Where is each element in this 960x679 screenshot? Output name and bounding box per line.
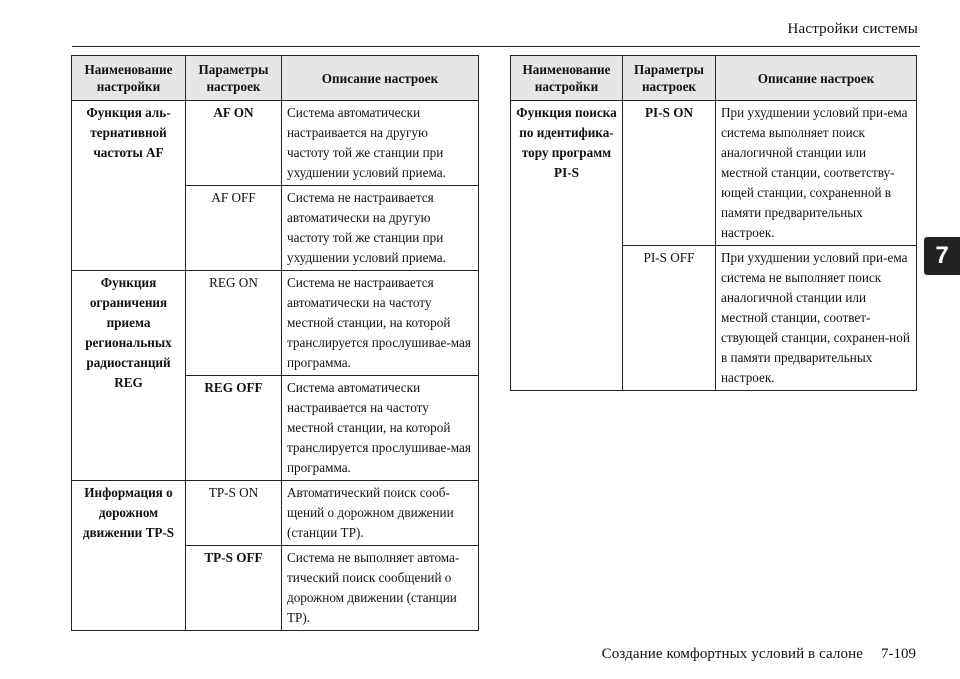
- footer-section-title: Создание комфортных условий в салоне: [601, 646, 863, 662]
- column-header-params: Параметры настроек: [186, 56, 282, 101]
- settings-table-right: [510, 55, 917, 391]
- table-row: [72, 101, 479, 186]
- settings-table-left: [71, 55, 479, 631]
- param-af-on: AF ON: [186, 101, 282, 186]
- table-row: [72, 271, 479, 376]
- page-header: Настройки системы: [787, 21, 918, 37]
- chapter-tab: 7: [924, 237, 960, 275]
- column-header-description: Описание настроек: [282, 56, 479, 101]
- desc-tps-on: Автоматический поиск сооб-щений о дорожном движении (станции TP).: [282, 481, 479, 546]
- param-reg-on: REG ON: [186, 271, 282, 376]
- table-header-row: [511, 56, 917, 101]
- desc-reg-off: Система автоматически настраивается на частоту местной станции, на которой транслируется прослушивае-мая программа.: [282, 376, 479, 481]
- desc-tps-off: Система не выполняет автома-тический поиск сообщений о дорожном движении (станции TP).: [282, 546, 479, 631]
- param-pis-off: PI-S OFF: [623, 246, 716, 391]
- setting-name-reg: Функция ограничения приема региональных радиостанций REG: [72, 271, 186, 481]
- column-header-description: Описание настроек: [716, 56, 917, 101]
- param-reg-off: REG OFF: [186, 376, 282, 481]
- desc-pis-off: При ухудшении условий при-ема система не выполняет поиск аналогичной станции или местной станции, соответ-ствующей станции, сохранен-ной в памяти предварительных настроек.: [716, 246, 917, 391]
- page-number: 7-109: [881, 646, 916, 662]
- table-header-row: [72, 56, 479, 101]
- table-row: [72, 481, 479, 546]
- param-tps-on: TP-S ON: [186, 481, 282, 546]
- page-footer: [602, 646, 916, 663]
- desc-af-off: Система не настраивается автоматически на другую частоту той же станции при ухудшении условий приема.: [282, 186, 479, 271]
- column-header-name: Наименование настройки: [72, 56, 186, 101]
- desc-af-on: Система автоматически настраивается на другую частоту той же станции при ухудшении условий приема.: [282, 101, 479, 186]
- setting-name-tps: Информация о дорожном движении TP-S: [72, 481, 186, 631]
- param-tps-off: TP-S OFF: [186, 546, 282, 631]
- setting-name-af: Функция аль-тернативной частоты AF: [72, 101, 186, 271]
- header-divider: [72, 46, 920, 47]
- column-header-name: Наименование настройки: [511, 56, 623, 101]
- desc-pis-on: При ухудшении условий при-ема система выполняет поиск аналогичной станции или местной станции, соответству-ющей станции, сохраненной в памяти предварительных настроек.: [716, 101, 917, 246]
- desc-reg-on: Система не настраивается автоматически на частоту местной станции, на которой транслируется прослушивае-мая программа.: [282, 271, 479, 376]
- param-af-off: AF OFF: [186, 186, 282, 271]
- setting-name-pis: Функция поиска по идентифика-тору программ PI-S: [511, 101, 623, 391]
- param-pis-on: PI-S ON: [623, 101, 716, 246]
- table-row: [511, 101, 917, 246]
- column-header-params: Параметры настроек: [623, 56, 716, 101]
